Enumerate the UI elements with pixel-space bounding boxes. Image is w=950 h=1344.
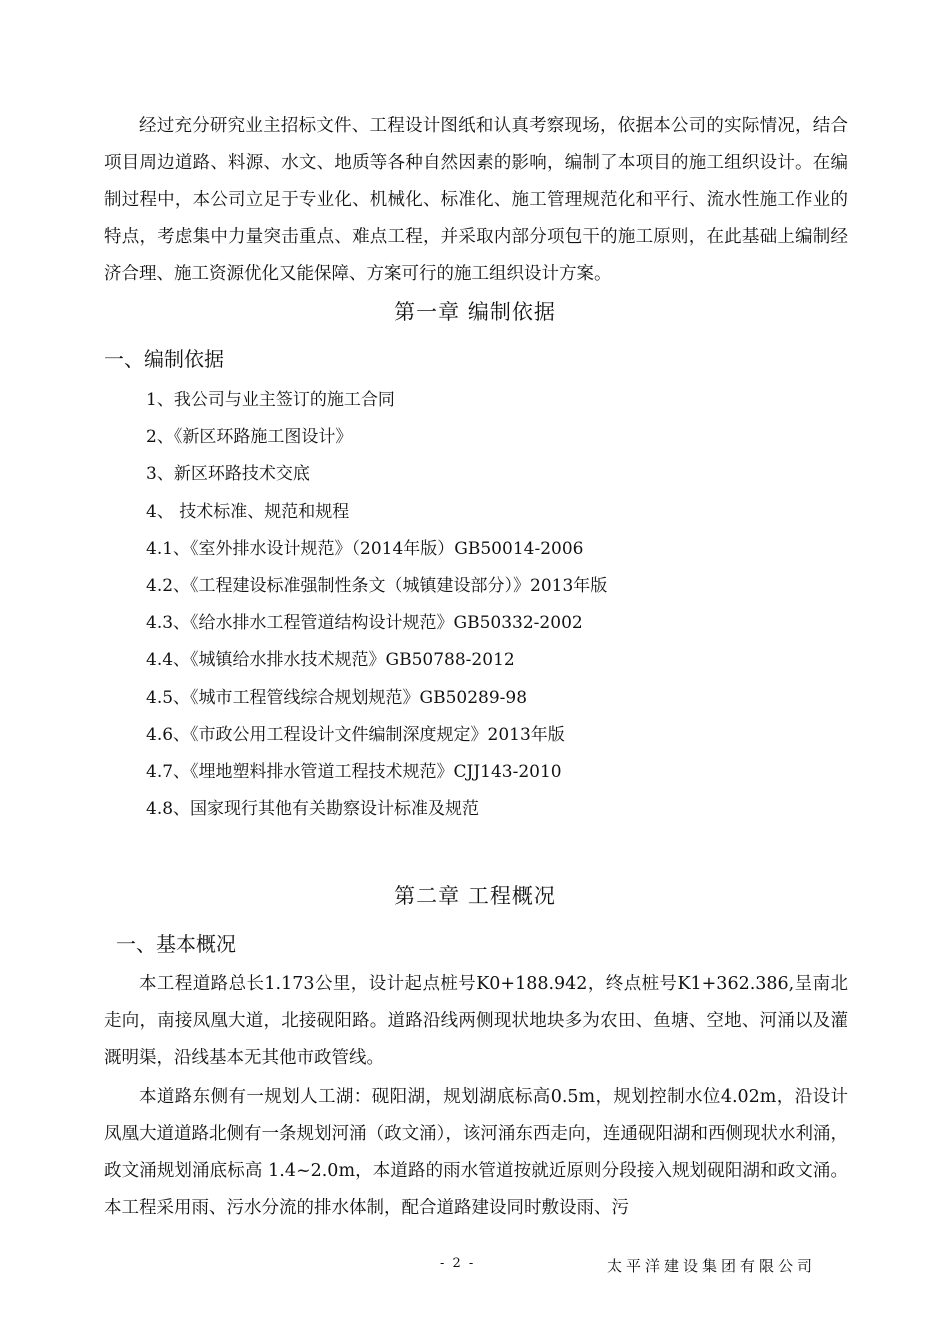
list-item: 4.6、《市政公用工程设计文件编制深度规定》2013年版 — [146, 724, 565, 745]
list-item: 4.1、《室外排水设计规范》（2014年版）GB50014-2006 — [146, 538, 584, 559]
list-item: 2、《新区环路施工图设计》 — [146, 427, 353, 448]
overview-paragraph-2: 本道路东侧有一规划人工湖：砚阳湖，规划湖底标高0.5m，规划控制水位4.02m，沿设计凤凰大道道路北侧有一条规划河涌（政文涌），该河涌东西走向，连通砚阳湖和西侧现状水利涌，政文涌规划涌底标高 1.4~2.0m，本道路的雨水管道按就近原则分段接入规划砚阳湖和政文涌。本工程采用雨、污水分流的排水体制，配合道路建设同时敷设雨、污 — [104, 1087, 848, 1218]
chapter-2-section-title: 一、基本概况 — [116, 932, 236, 956]
list-item: 4.8、国家现行其他有关勘察设计标准及规范 — [146, 799, 480, 820]
list-item: 4.2、《工程建设标准强制性条文（城镇建设部分）》2013年版 — [146, 575, 608, 596]
list-item: 4、 技术标准、规范和规程 — [146, 501, 350, 522]
footer-company-name: 太平洋建设集团有限公司 — [607, 1257, 817, 1275]
chapter-2-title: 第二章 工程概况 — [394, 884, 556, 908]
list-item: 4.5、《城市工程管线综合规划规范》GB50289-98 — [146, 687, 528, 708]
overview-paragraph-1: 本工程道路总长1.173公里，设计起点桩号K0+188.942，终点桩号K1+362.386,呈南北走向，南接凤凰大道，北接砚阳路。道路沿线两侧现状地块多为农田、鱼塘、空地、河涌以及灌溉明渠，沿线基本无其他市政管线。 — [104, 974, 848, 1068]
intro-paragraph: 经过充分研究业主招标文件、工程设计图纸和认真考察现场，依据本公司的实际情况，结合项目周边道路、料源、水文、地质等各种自然因素的影响，编制了本项目的施工组织设计。在编制过程中，本公司立足于专业化、机械化、标准化、施工管理规范化和平行、流水性施工作业的特点，考虑集中力量突击重点、难点工程，并采取内部分项包干的施工原则，在此基础上编制经济合理、施工资源优化又能保障、方案可行的施工组织设计方案。 — [104, 116, 848, 284]
list-item: 4.7、《埋地塑料排水管道工程技术规范》CJJ143-2010 — [146, 761, 562, 782]
list-item: 4.4、《城镇给水排水技术规范》GB50788-2012 — [146, 650, 515, 671]
list-item: 1、我公司与业主签订的施工合同 — [146, 390, 395, 410]
list-item: 3、新区环路技术交底 — [146, 464, 310, 485]
chapter-1-title: 第一章 编制依据 — [394, 300, 556, 324]
list-item: 4.3、《给水排水工程管道结构设计规范》GB50332-2002 — [146, 613, 583, 634]
page-number: - 2 - — [440, 1256, 476, 1271]
basis-list — [146, 385, 607, 831]
chapter-1-section-title: 一、编制依据 — [104, 347, 224, 371]
